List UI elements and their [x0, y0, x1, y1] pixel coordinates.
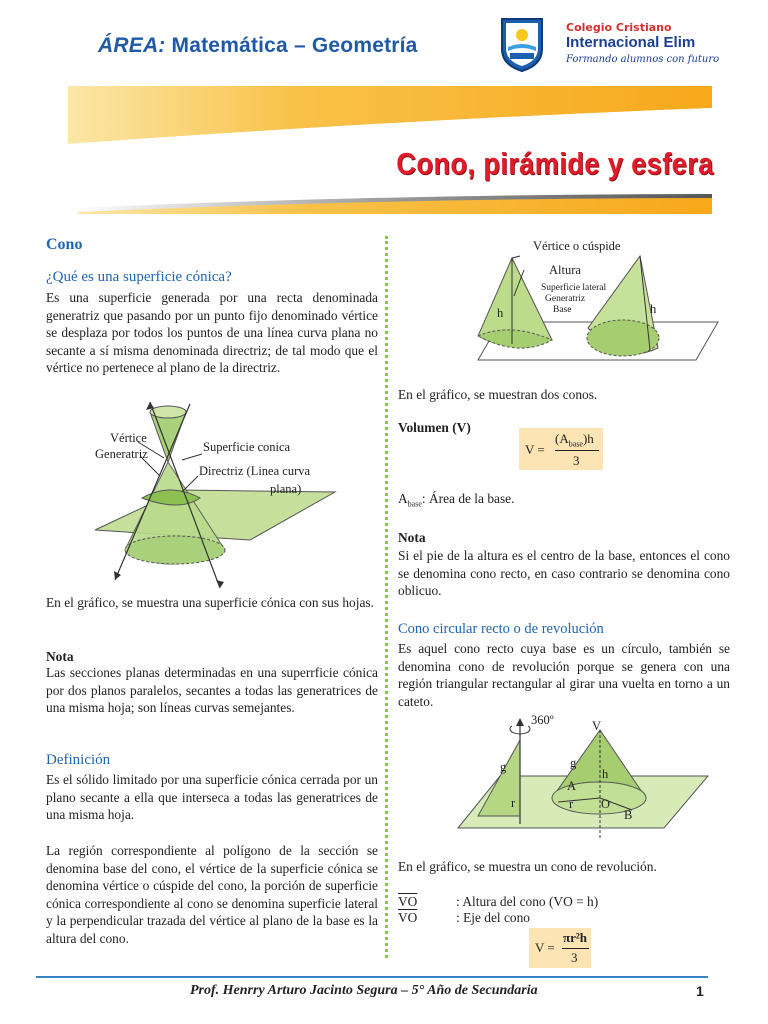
definition-text: Es el sólido limitado por una superficie cónica cerrada por un plano secante a ella que interseca a todas las generatrices de una misma hoja.	[46, 772, 378, 823]
question-text: Es una superficie generada por una recta denominada generatriz que pasando por un punto fijo denominado vértice se desplaza por todos los puntos de una línea curva plana no secante a sí misma denominada directriz; de tal modo que el vértice no pertenece al plano de la directriz.	[46, 290, 378, 376]
vo-symbol-2: $\overline{VO}$	[398, 910, 418, 925]
label-a: A	[567, 779, 577, 793]
cone-formula-numerator: πr²h	[563, 930, 588, 945]
definition-title: Definición	[46, 752, 111, 768]
label-b: B	[624, 808, 633, 822]
school-logo	[498, 15, 546, 73]
nota-title-right: Nota	[398, 530, 426, 545]
area-subject: Matemática – Geometría	[171, 34, 418, 57]
label-superficie: Superficie conica	[203, 440, 291, 454]
page-title: Cono, pirámide y esfera	[396, 146, 714, 181]
formula-num-a: (A	[555, 431, 569, 446]
label-directriz: Directriz (Linea curva	[199, 464, 311, 478]
cone-volume-formula	[529, 928, 591, 968]
area-heading	[98, 34, 418, 58]
label-altura: Altura	[549, 263, 581, 277]
label-g2: g	[570, 756, 577, 770]
volume-formula-lhs: V =	[525, 442, 545, 457]
formula-num-sub: base	[568, 439, 583, 449]
label-h1: h	[497, 306, 504, 320]
abase-definition	[398, 490, 514, 513]
label-generatriz: Generatriz	[95, 447, 148, 461]
page-number: 1	[696, 983, 704, 999]
cone-formula-lhs: V =	[535, 940, 555, 955]
label-generatriz-2: Generatriz	[545, 294, 586, 304]
definition-text-2: La región correspondiente al polígono de la sección se denomina base del cono, el vértice de la superficie cónica se denomina vértice o cúspide del cono, la porción de superficie cónica correspondiente al cono se denomina superficie lateral y la perpendicular trazada del vértice al plano de la base es la altura del cono.	[46, 843, 378, 946]
ccr-text: Es aquel cono recto cuya base es un círculo, también se denomina cono de revolución porque se genera con una región triangular rectangular al girar una vuelta en torno a un cateto.	[398, 641, 730, 709]
label-sup-lateral: Superficie lateral	[541, 283, 607, 293]
label-vertice: Vértice	[110, 431, 147, 445]
label-g1: g	[500, 760, 507, 774]
volume-title: Volumen (V)	[398, 420, 471, 435]
label-r2: r	[569, 797, 574, 811]
label-h2: h	[650, 302, 657, 316]
vo-text-1: : Altura del cono (VO = h)	[456, 894, 599, 909]
section-title-cono: Cono	[46, 236, 83, 253]
label-plana: plana)	[270, 482, 302, 496]
label-h-fig2: h	[602, 767, 609, 781]
footer-author: Prof. Henrry Arturo Jacinto Segura – 5° Año de Secundaria	[190, 983, 538, 998]
volume-formula-denominator: 3	[573, 453, 580, 468]
footer-rule	[36, 976, 708, 978]
question-title: ¿Qué es una superficie cónica?	[46, 269, 232, 285]
ccr-title: Cono circular recto o de revolución	[398, 621, 604, 637]
nota-text-left: Las secciones planas determinadas en una superrficie cónica por dos planos paralelos, secantes a todas las generatrices de una misma hoja; son líneas curvas semejantes.	[46, 665, 378, 716]
label-o: O	[601, 797, 611, 811]
figure-caption-3: En el gráfico, se muestra un cono de revolución.	[398, 859, 657, 874]
volume-formula-numerator	[555, 431, 594, 449]
abase-text: : Área de la base.	[421, 491, 515, 506]
conic-surface-figure	[90, 400, 340, 590]
nota-title-left: Nota	[46, 649, 74, 664]
school-motto: Formando alumnos con futuro	[566, 54, 720, 65]
cone-formula-denominator: 3	[571, 950, 578, 965]
figure-caption-2: En el gráfico, se muestran dos conos.	[398, 387, 598, 402]
label-r1: r	[511, 796, 516, 810]
label-v: V	[592, 719, 602, 733]
figure-caption-1: En el gráfico, se muestra una superficie cónica con sus hojas.	[46, 595, 374, 610]
abase-symbol: A	[398, 491, 408, 506]
nota-text-right: Si el pie de la altura es el centro de la base, entonces el cono se denomina cono recto, en caso contrario se denomina cono oblicuo.	[398, 548, 730, 599]
formula-num-b: )h	[582, 431, 594, 446]
label-360: 360º	[531, 713, 554, 727]
revolution-cone-figure	[450, 712, 710, 852]
volume-formula	[519, 428, 603, 470]
abase-sub: base	[407, 499, 422, 509]
column-divider	[385, 236, 388, 958]
area-label: ÁREA:	[98, 34, 166, 57]
label-vertice-cuspide: Vértice o cúspide	[533, 239, 621, 253]
label-base: Base	[553, 305, 572, 315]
vo-symbol-1: $\overline{VO}$	[398, 894, 418, 909]
vo-text-2: : Eje del cono	[456, 910, 530, 925]
school-name: Internacional Elim	[566, 34, 696, 51]
school-line1: Colegio Cristiano	[566, 21, 672, 34]
